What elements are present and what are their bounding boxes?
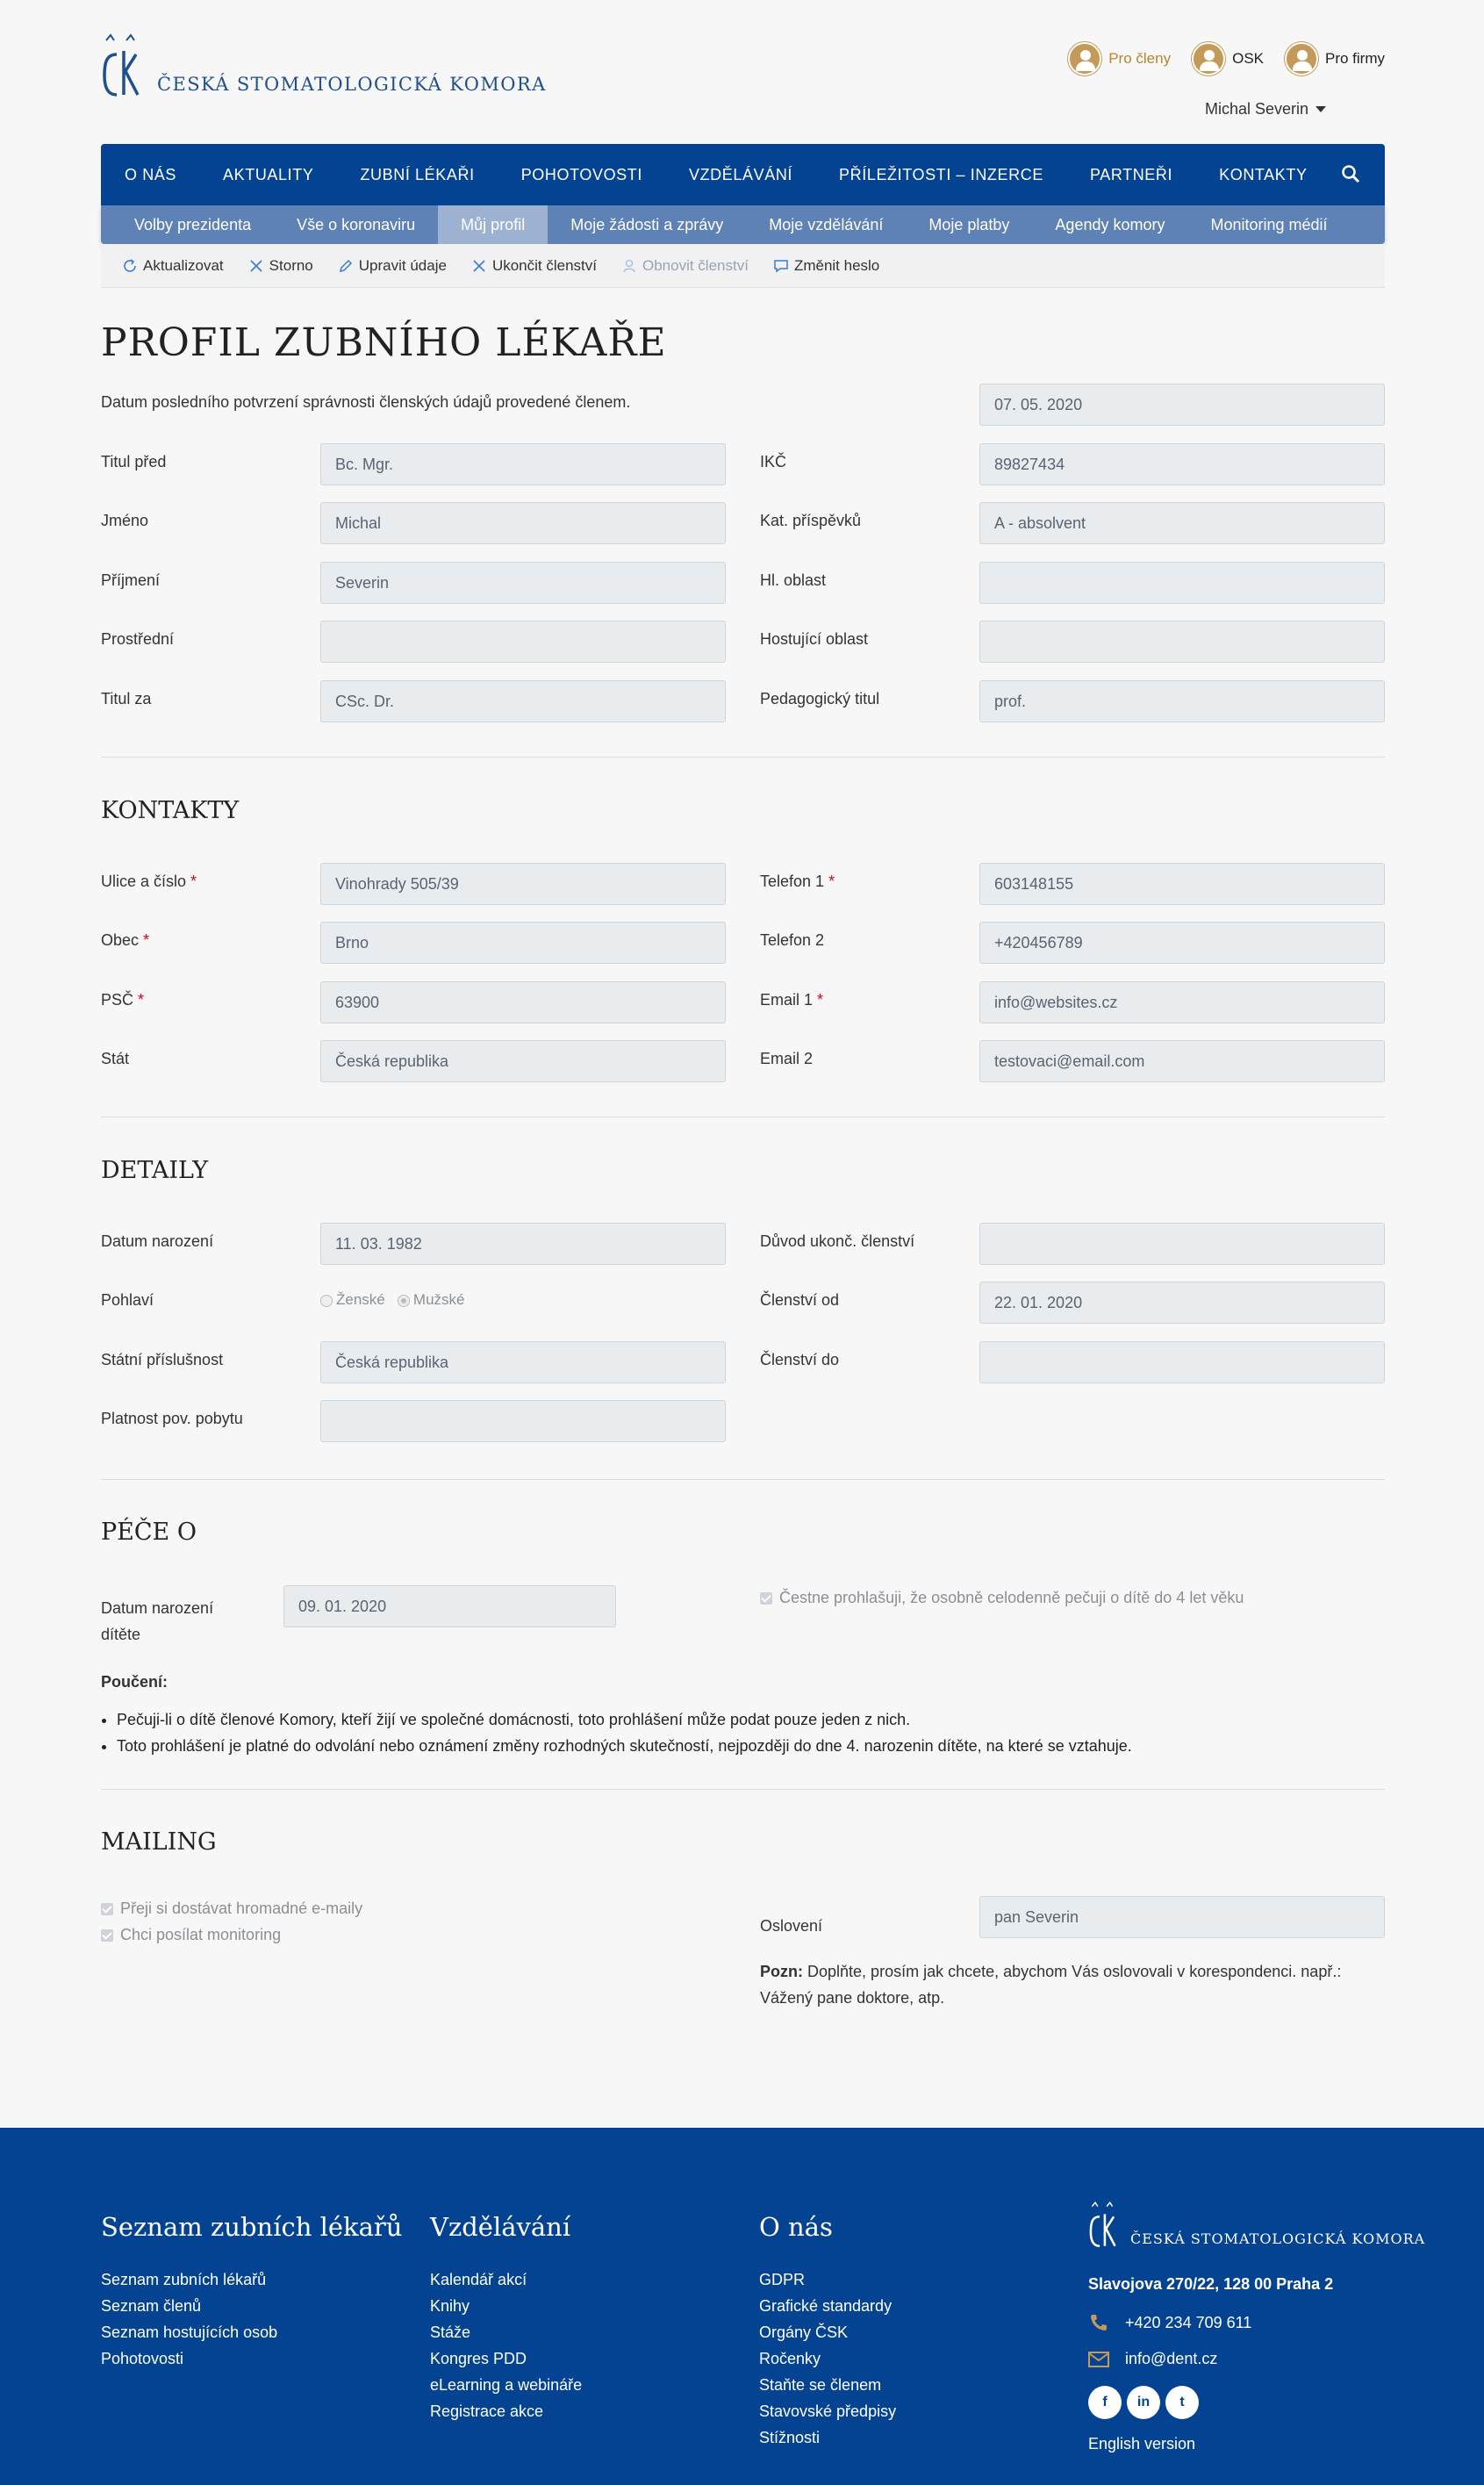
citizenship-field[interactable]: Česká republika (320, 1341, 726, 1383)
footer-phone[interactable]: +420 234 709 611 (1088, 2312, 1251, 2333)
mailing-option-2: Chci posílat monitoring (101, 1926, 281, 1944)
message-icon (773, 258, 789, 274)
facebook-icon[interactable]: f (1088, 2386, 1122, 2419)
member-icon (1068, 42, 1101, 75)
renew-membership-button[interactable]: Obnovit členství (621, 257, 749, 275)
residence-field[interactable] (320, 1400, 726, 1442)
field-label: Ulice a číslo * (101, 873, 197, 890)
section-title-care: PÉČE O (101, 1519, 197, 1546)
user-name: Michal Severin (1204, 100, 1308, 118)
search-icon[interactable] (1341, 164, 1360, 183)
envelope-icon (1088, 2351, 1109, 2368)
field-label: Důvod ukonč. členství (760, 1232, 915, 1250)
notes-list (117, 1706, 1132, 1759)
member-to-field[interactable] (979, 1341, 1385, 1383)
salutation-field[interactable]: pan Severin (979, 1896, 1385, 1938)
csk-logo-icon (101, 32, 140, 98)
main-nav (101, 144, 1385, 205)
site-logo[interactable] (101, 32, 547, 98)
footer-heading: Seznam zubních lékařů (101, 2212, 403, 2242)
section-title-contacts: KONTAKTY (101, 797, 240, 824)
footer-link[interactable]: Pohotovosti (101, 2350, 184, 2367)
phone-icon (1088, 2312, 1109, 2333)
sub-nav (101, 205, 1385, 244)
field-label: Pohlaví (101, 1291, 154, 1309)
field-label: Jméno (101, 512, 149, 529)
gender-male-radio[interactable] (398, 1295, 410, 1307)
field-label: Platnost pov. pobytu (101, 1410, 243, 1427)
field-label: Datum narození dítěte (101, 1599, 214, 1643)
subnav-item-agendy[interactable]: Agendy komory (1055, 215, 1165, 233)
field-label: Obec * (101, 931, 150, 949)
subnav-item-volby[interactable]: Volby prezidenta (134, 215, 252, 233)
footer-col-about (759, 2212, 896, 2451)
footer-link[interactable]: Kongres PDD (430, 2350, 527, 2367)
cancel-button[interactable]: Storno (248, 257, 313, 275)
field-label: Prostřední (101, 630, 175, 648)
refresh-icon (122, 258, 138, 274)
field-label: Příjmení (101, 571, 161, 589)
first-name-field[interactable]: Michal (320, 502, 726, 544)
subnav-item-vzdelavani[interactable]: Moje vzdělávání (769, 215, 884, 233)
salutation-note: Pozn: Doplňte, prosím jak chcete, abychom Vás oslovovali v korespondenci. např.: Vážený pane doktore, atp. (760, 1963, 1342, 2007)
field-label: Telefon 1 * (760, 873, 835, 890)
osk-icon (1192, 42, 1225, 75)
footer-link[interactable]: Stížnosti (759, 2429, 821, 2446)
subnav-item-platby[interactable]: Moje platby (928, 215, 1010, 233)
list-item: • Toto prohlášení je platné do odvolání nebo oznámení změny rozhodných skutečností, nejpozději do dne 4. narozenin dítěte, na které se vztahuje. (117, 1733, 1132, 1759)
member-from-field[interactable]: 22. 01. 2020 (979, 1282, 1385, 1324)
field-label: Datum narození (101, 1232, 214, 1250)
phone1-field[interactable]: 603148155 (979, 863, 1385, 905)
close-icon (471, 258, 487, 274)
page-title: PROFIL ZUBNÍHO LÉKAŘE (101, 320, 667, 365)
field-label: Oslovení (760, 1917, 823, 1935)
email2-field[interactable]: testovaci@email.com (979, 1040, 1385, 1082)
company-icon (1285, 42, 1318, 75)
nav-item-partneri[interactable]: PARTNEŘI (1089, 165, 1173, 183)
section-title-details: DETAILY (101, 1157, 209, 1184)
gender-female-radio[interactable] (320, 1295, 333, 1307)
footer-link[interactable]: Kalendář akcí (430, 2271, 527, 2288)
confirm-date-field[interactable]: 07. 05. 2020 (979, 384, 1385, 426)
zip-field[interactable]: 63900 (320, 981, 726, 1023)
footer-heading: Vzdělávání (430, 2212, 571, 2242)
confirm-label: Datum posledního potvrzení správnosti členských údajů provedené členem. (101, 393, 631, 411)
social-links (1088, 2386, 1199, 2419)
divider (101, 1479, 1385, 1480)
mailing-option-1: Přeji si dostávat hromadné e-maily (101, 1900, 362, 1918)
nav-item-kontakty[interactable]: KONTAKTY (1219, 165, 1308, 183)
csk-logo-icon (1088, 2200, 1116, 2249)
footer-link[interactable]: Seznam hostujících osob (101, 2323, 278, 2341)
footer-email[interactable]: info@dent.cz (1088, 2350, 1217, 2368)
end-membership-button[interactable]: Ukončit členství (471, 257, 597, 275)
list-item: • Pečuji-li o dítě členové Komory, kteří žijí ve společné domácnosti, toto prohlášení může podat pouze jeden z nich. (117, 1706, 1132, 1733)
field-label: IKČ (760, 453, 787, 470)
footer-link[interactable]: Staňte se členem (759, 2376, 882, 2394)
chevron-down-icon (1316, 106, 1326, 112)
footer-heading: O nás (759, 2212, 833, 2242)
user-icon (621, 258, 637, 274)
footer-link[interactable]: Orgány ČSK (759, 2323, 849, 2341)
footer-link[interactable]: Stavovské předpisy (759, 2402, 897, 2420)
nav-item-vzdelavani[interactable]: VZDĚLÁVÁNÍ (688, 165, 793, 183)
user-menu[interactable] (1205, 100, 1326, 119)
section-title-mailing: MAILING (101, 1828, 217, 1856)
title-after-field[interactable]: CSc. Dr. (320, 680, 726, 722)
subnav-item-muj-profil[interactable]: Můj profil (438, 205, 548, 244)
top-link-members[interactable]: Pro členy (1068, 42, 1171, 75)
linkedin-icon[interactable]: in (1127, 2386, 1160, 2419)
footer-link[interactable]: Stáže (430, 2323, 471, 2341)
street-field[interactable]: Vinohrady 505/39 (320, 863, 726, 905)
english-version-link[interactable]: English version (1088, 2435, 1196, 2453)
footer (0, 2128, 1484, 2485)
top-links (1068, 42, 1385, 75)
footer-link[interactable]: Ročenky (759, 2350, 821, 2367)
field-label: PSČ * (101, 991, 145, 1009)
subnav-item-zadosti[interactable]: Moje žádosti a zprávy (570, 215, 724, 233)
field-label: Členství od (760, 1291, 840, 1309)
refresh-button[interactable]: Aktualizovat (122, 257, 224, 275)
host-area-field[interactable] (979, 621, 1385, 663)
nav-item-aktuality[interactable]: AKTUALITY (223, 165, 314, 183)
twitter-icon[interactable]: t (1165, 2386, 1199, 2419)
pencil-icon (338, 258, 354, 274)
nav-item-prilezitosti[interactable]: PŘÍLEŽITOSTI – INZERCE (839, 165, 1043, 183)
end-reason-field[interactable] (979, 1223, 1385, 1265)
ikc-field[interactable]: 89827434 (979, 443, 1385, 485)
close-icon (248, 258, 264, 274)
child-birth-field[interactable]: 09. 01. 2020 (283, 1585, 616, 1627)
field-label: Pedagogický titul (760, 690, 880, 707)
field-label: Stát (101, 1050, 130, 1067)
footer-brand-name: ČESKÁ STOMATOLOGICKÁ KOMORA (1130, 2230, 1426, 2247)
footer-link[interactable]: eLearning a webináře (430, 2376, 583, 2394)
top-link-companies[interactable]: Pro firmy (1285, 42, 1385, 75)
field-label: Email 1 * (760, 991, 824, 1009)
main-area-field[interactable] (979, 562, 1385, 604)
footer-col-education (430, 2212, 582, 2424)
care-declaration-checkbox[interactable] (760, 1592, 772, 1605)
notes-title: Poučení: (101, 1673, 168, 1691)
footer-link[interactable]: Seznam zubních lékařů (101, 2271, 267, 2288)
gender-radio-group: Ženské Mužské (320, 1291, 465, 1309)
footer-logo[interactable] (1088, 2200, 1425, 2249)
field-label: Email 2 (760, 1050, 814, 1067)
care-declaration: Čestne prohlašuji, že osobně celodenně pečuji o dítě do 4 let věku (760, 1589, 1244, 1607)
field-label: Titul před (101, 453, 167, 470)
field-label: Telefon 2 (760, 931, 825, 949)
title-before-field[interactable]: Bc. Mgr. (320, 443, 726, 485)
monitoring-checkbox[interactable] (101, 1929, 113, 1942)
change-password-button[interactable]: Změnit heslo (773, 257, 879, 275)
footer-col-dentists (101, 2212, 402, 2372)
nav-item-zubni-lekari[interactable]: ZUBNÍ LÉKAŘI (360, 165, 475, 183)
field-label: Kat. příspěvků (760, 512, 862, 529)
fee-category-field[interactable]: A - absolvent (979, 502, 1385, 544)
email1-field[interactable]: info@websites.cz (979, 981, 1385, 1023)
brand-name: ČESKÁ STOMATOLOGICKÁ KOMORA (157, 74, 547, 95)
field-label: Členství do (760, 1351, 840, 1368)
divider (101, 1789, 1385, 1790)
top-link-osk[interactable]: OSK (1192, 42, 1264, 75)
birth-date-field[interactable]: 11. 03. 1982 (320, 1223, 726, 1265)
footer-link[interactable]: Registrace akce (430, 2402, 544, 2420)
country-field[interactable]: Česká republika (320, 1040, 726, 1082)
edit-button[interactable]: Upravit údaje (338, 257, 447, 275)
profile-toolbar (101, 244, 1385, 288)
field-label: Hl. oblast (760, 571, 827, 589)
city-field[interactable]: Brno (320, 922, 726, 964)
last-name-field[interactable]: Severin (320, 562, 726, 604)
footer-link[interactable]: Seznam členů (101, 2297, 202, 2315)
pedagogic-title-field[interactable]: prof. (979, 680, 1385, 722)
footer-link[interactable]: GDPR (759, 2271, 806, 2288)
field-label: Hostující oblast (760, 630, 869, 648)
footer-address: Slavojova 270/22, 128 00 Praha 2 (1088, 2275, 1334, 2293)
nav-item-o-nas[interactable]: O NÁS (125, 165, 177, 183)
footer-link[interactable]: Knihy (430, 2297, 470, 2315)
divider (101, 757, 1385, 758)
nav-item-pohotovosti[interactable]: POHOTOVOSTI (520, 165, 642, 183)
phone2-field[interactable]: +420456789 (979, 922, 1385, 964)
field-label: Státní příslušnost (101, 1351, 224, 1368)
subnav-item-koronavirus[interactable]: Vše o koronaviru (297, 215, 416, 233)
field-label: Titul za (101, 690, 152, 707)
bulk-email-checkbox[interactable] (101, 1903, 113, 1915)
subnav-item-monitoring[interactable]: Monitoring médií (1210, 215, 1328, 233)
middle-name-field[interactable] (320, 621, 726, 663)
footer-link[interactable]: Grafické standardy (759, 2297, 893, 2315)
